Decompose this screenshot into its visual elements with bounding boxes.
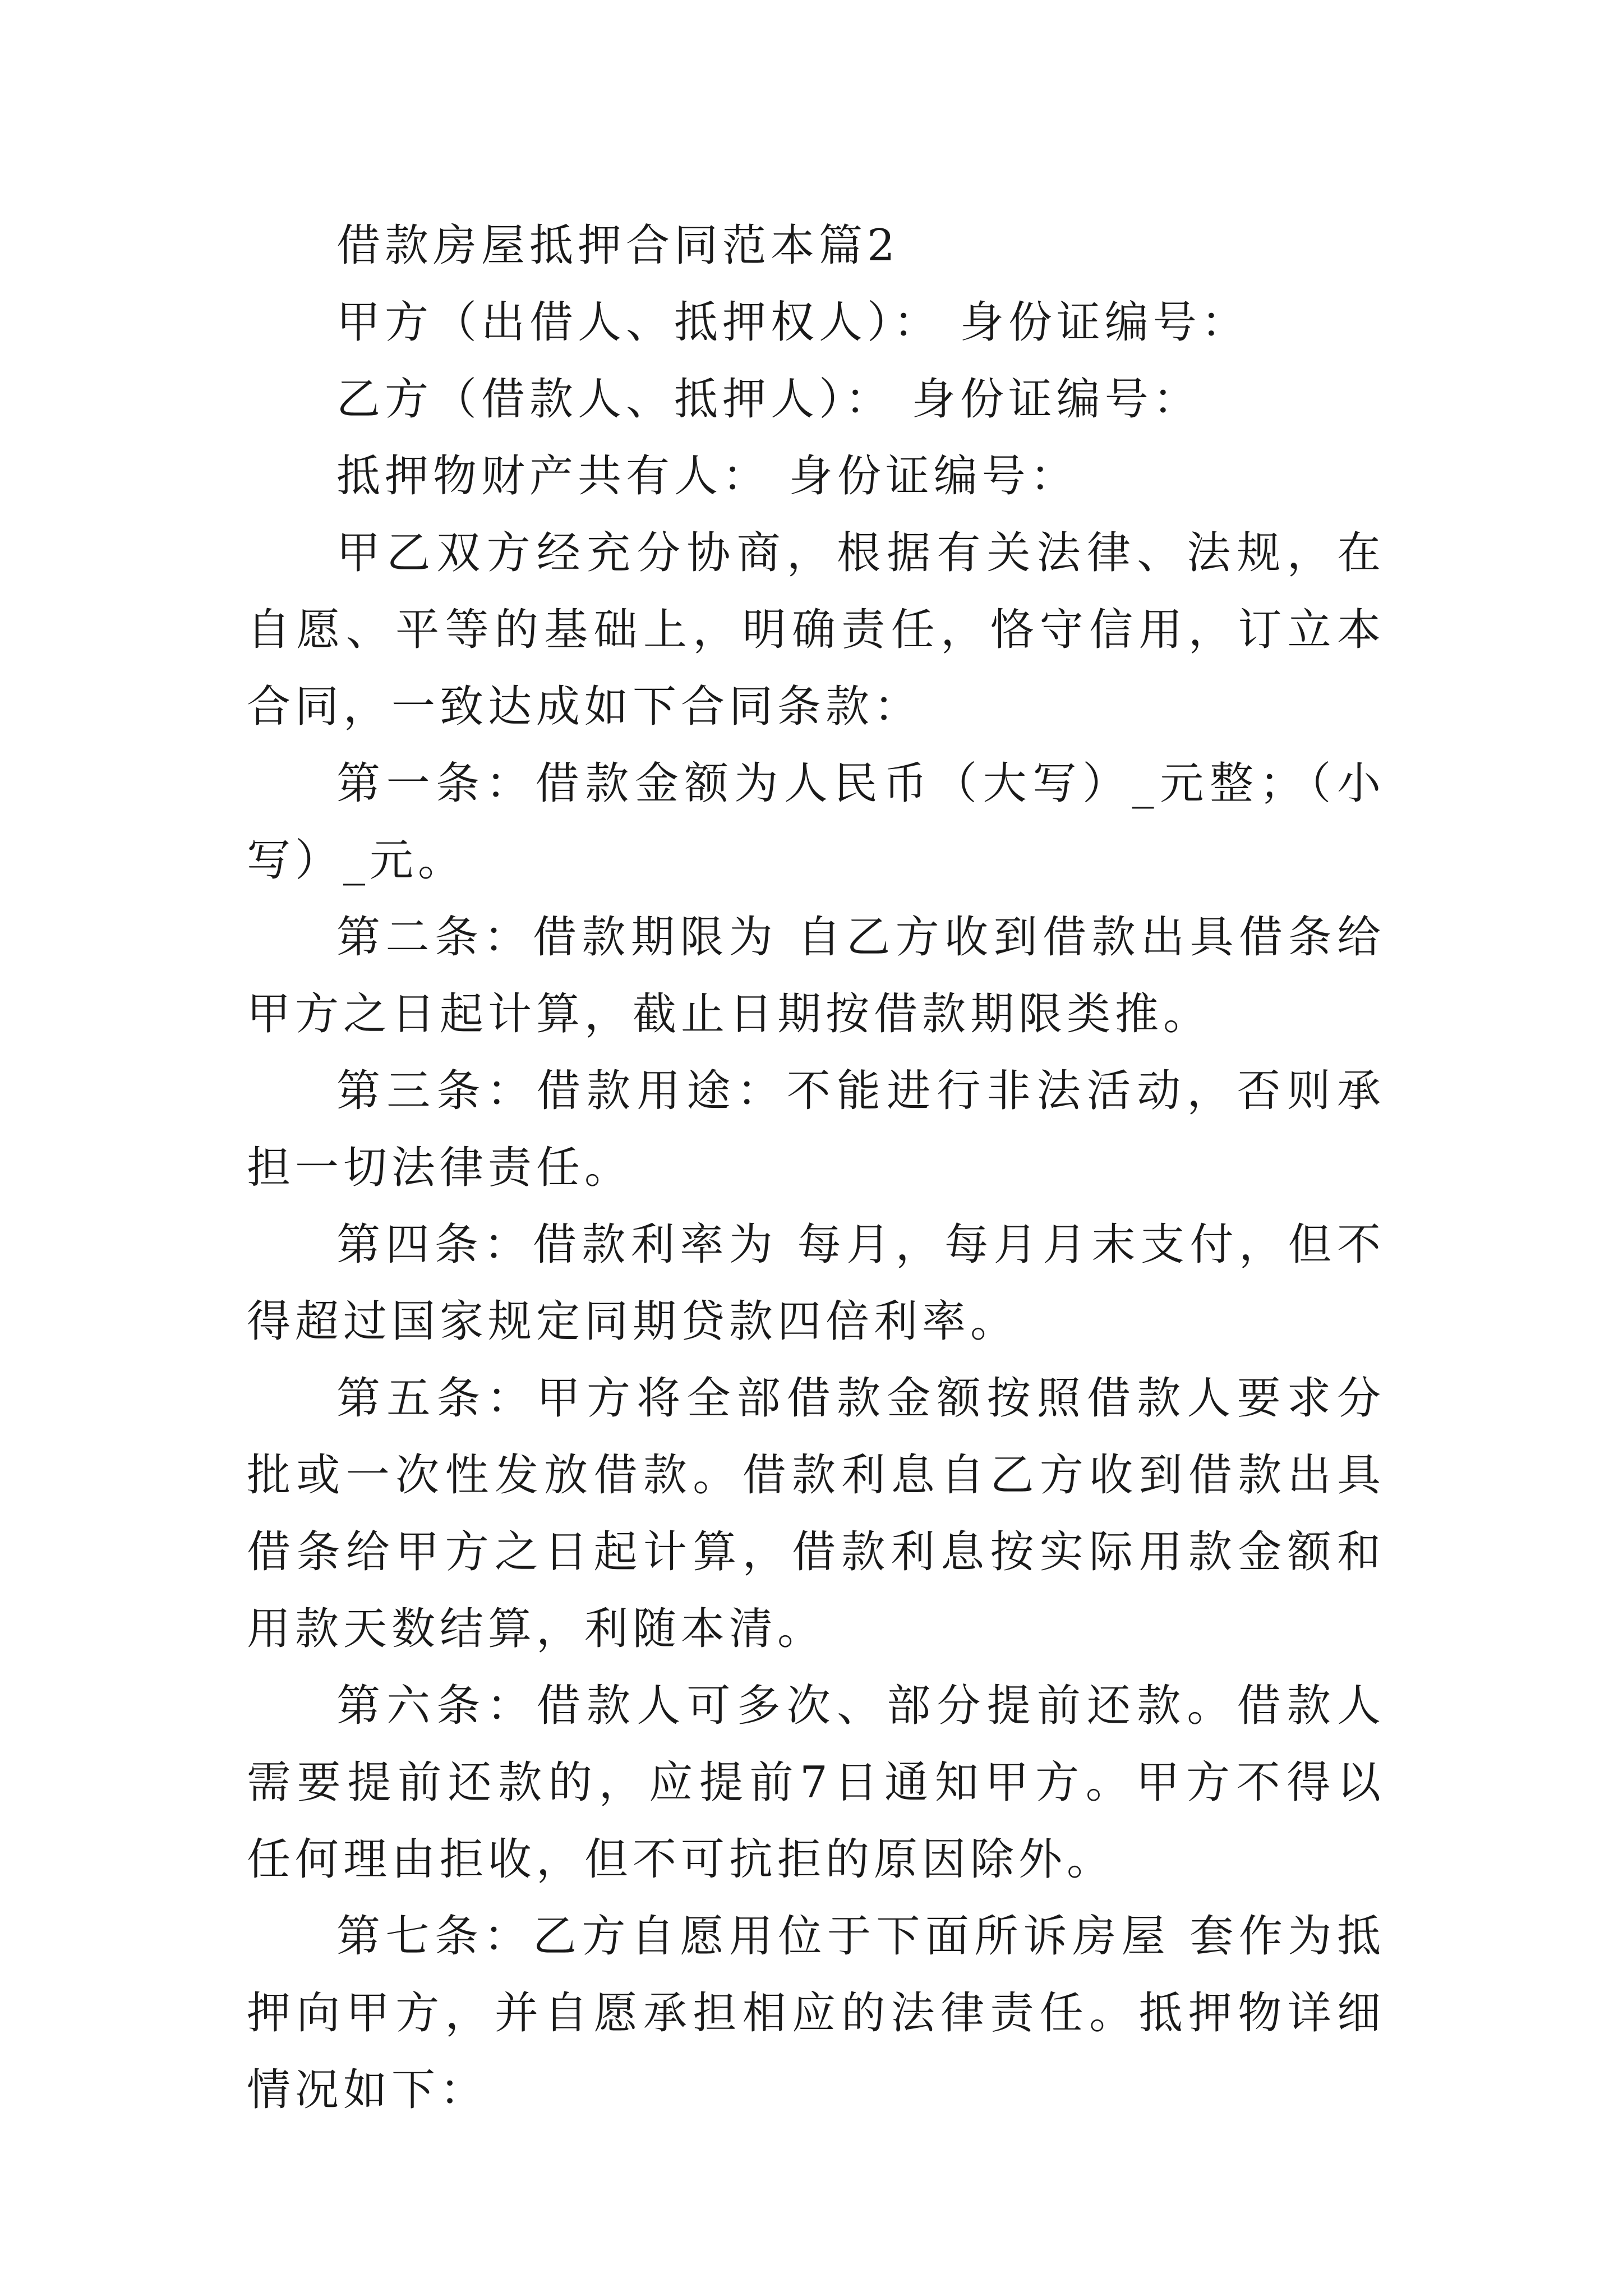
article-6: 第六条：借款人可多次、部分提前还款。借款人需要提前还款的，应提前7日通知甲方。甲方不得以任何理由拒收，但不可抗拒的原因除外。 xyxy=(247,1681,1385,1885)
article-7: 第七条：乙方自愿用位于下面所诉房屋 套作为抵押向甲方，并自愿承担相应的法律责任。抵押物详细情况如下： xyxy=(247,1911,1385,2115)
party-a-line: 甲方（出借人、抵押权人）： 身份证编号： xyxy=(336,297,1249,348)
article-1: 第一条：借款金额为人民币（大写）_元整；（小写）_元。 xyxy=(247,758,1385,886)
co-owner-line: 抵押物财产共有人： 身份证编号： xyxy=(336,451,1078,501)
party-b-line: 乙方（借款人、抵押人）： 身份证编号： xyxy=(336,374,1201,425)
article-3: 第三条：借款用途：不能进行非法活动，否则承担一切法律责任。 xyxy=(247,1066,1385,1193)
preamble-paragraph: 甲乙双方经充分协商，根据有关法律、法规，在自愿、平等的基础上，明确责任，恪守信用，订立本合同，一致达成如下合同条款： xyxy=(247,528,1385,732)
article-5: 第五条：甲方将全部借款金额按照借款人要求分批或一次性发放借款。借款利息自乙方收到借款出具借条给甲方之日起计算，借款利息按实际用款金额和用款天数结算，利随本清。 xyxy=(247,1373,1385,1654)
article-2: 第二条：借款期限为 自乙方收到借款出具借条给甲方之日起计算，截止日期按借款期限类推。 xyxy=(247,912,1385,1039)
article-4: 第四条：借款利率为 每月，每月月末支付，但不得超过国家规定同期贷款四倍利率。 xyxy=(247,1220,1385,1347)
document-body xyxy=(247,208,1385,2129)
document-title: 借款房屋抵押合同范本篇2 xyxy=(336,220,900,271)
